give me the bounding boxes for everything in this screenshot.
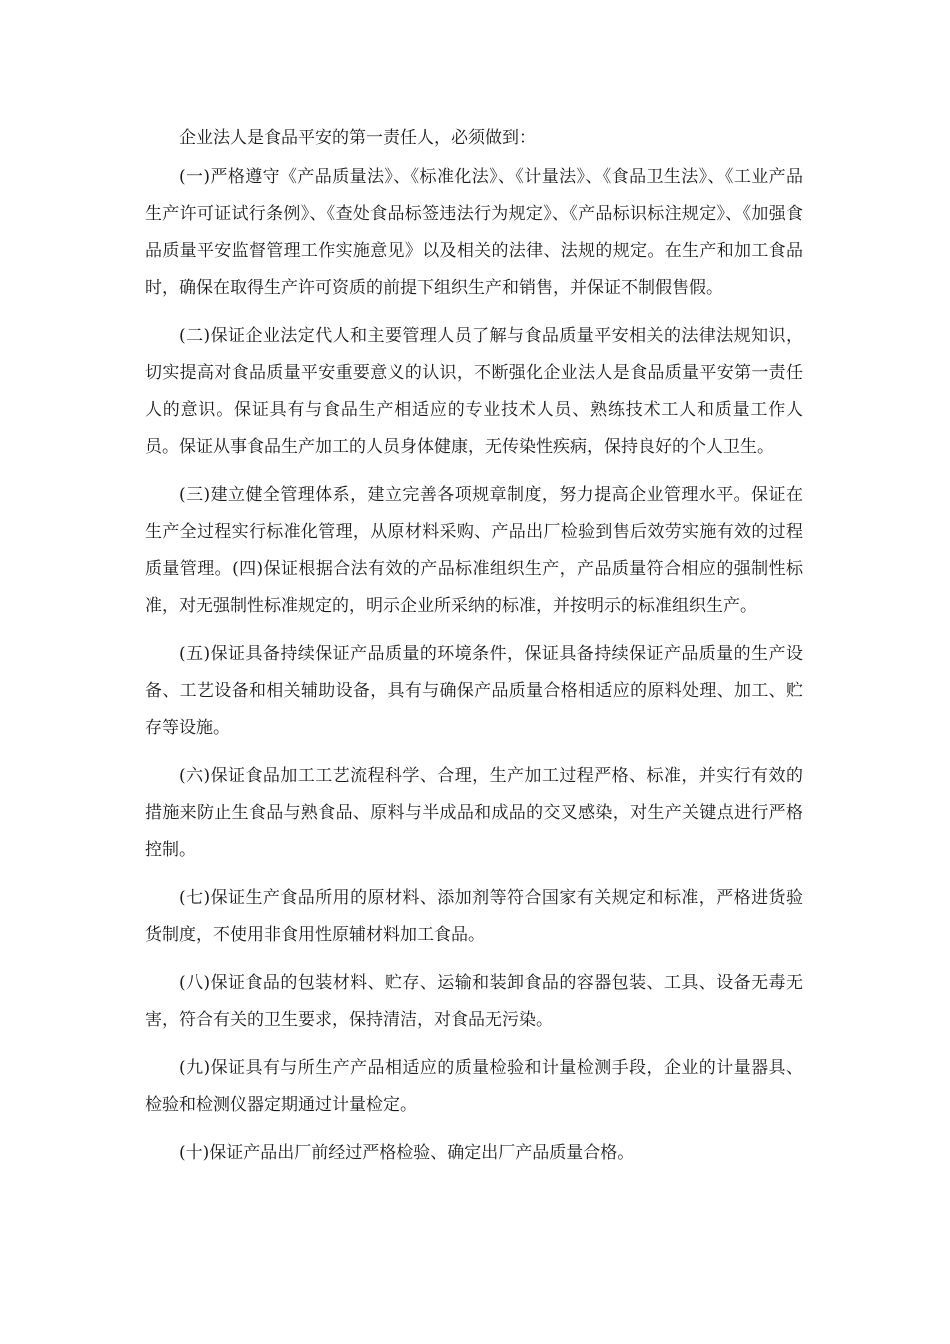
clause-8-paragraph: (八)保证食品的包装材料、贮存、运输和装卸食品的容器包装、工具、设备无毒无害，符合有关的卫生要求，保持清洁，对食品无污染。: [145, 973, 803, 1030]
clause-3-4-paragraph: (三)建立健全管理体系，建立完善各项规章制度，努力提高企业管理水平。保证在生产全过程实行标准化管理，从原材料采购、产品出厂检验到售后效劳实施有效的过程质量管理。(四)保证根据合法有效的产品标准组织生产，产品质量符合相应的强制性标准，对无强制性标准规定的，明示企业所采纳的标准，并按明示的标准组织生产。: [145, 485, 803, 616]
clause-9-paragraph: (九)保证具有与所生产产品相适应的质量检验和计量检测手段，企业的计量器具、检验和检测仪器定期通过计量检定。: [145, 1058, 803, 1115]
clause-7-paragraph: (七)保证生产食品所用的原材料、添加剂等符合国家有关规定和标准，严格进货验货制度，不使用非食用性原辅材料加工食品。: [145, 888, 803, 945]
clause-6-paragraph: (六)保证食品加工工艺流程科学、合理，生产加工过程严格、标准，并实行有效的措施来防止生食品与熟食品、原料与半成品和成品的交叉感染，对生产关键点进行严格控制。: [145, 766, 803, 860]
intro-paragraph: 企业法人是食品平安的第一责任人，必须做到：: [179, 128, 536, 148]
clause-2-paragraph: (二)保证企业法定代人和主要管理人员了解与食品质量平安相关的法律法规知识，切实提高对食品质量平安重要意义的认识，不断强化企业法人是食品质量平安第一责任人的意识。保证具有与食品生产相适应的专业技术人员、熟练技术工人和质量工作人员。保证从事食品生产加工的人员身体健康，无传染性疾病，保持良好的个人卫生。: [145, 326, 803, 457]
clause-5-paragraph: (五)保证具备持续保证产品质量的环境条件，保证具备持续保证产品质量的生产设备、工艺设备和相关辅助设备，具有与确保产品质量合格相适应的原料处理、加工、贮存等设施。: [145, 644, 803, 738]
clause-10-paragraph: (十)保证产品出厂前经过严格检验、确定出厂产品质量合格。: [179, 1143, 635, 1163]
clause-1-paragraph: (一)严格遵守《产品质量法》、《标准化法》、《计量法》、《食品卫生法》、《工业产品生产许可证试行条例》、《查处食品标签违法行为规定》、《产品标识标注规定》、《加强食品质量平安监督管理工作实施意见》以及相关的法律、法规的规定。在生产和加工食品时，确保在取得生产许可资质的前提下组织生产和销售，并保证不制假售假。: [145, 167, 803, 298]
document-body: [145, 120, 803, 1183]
